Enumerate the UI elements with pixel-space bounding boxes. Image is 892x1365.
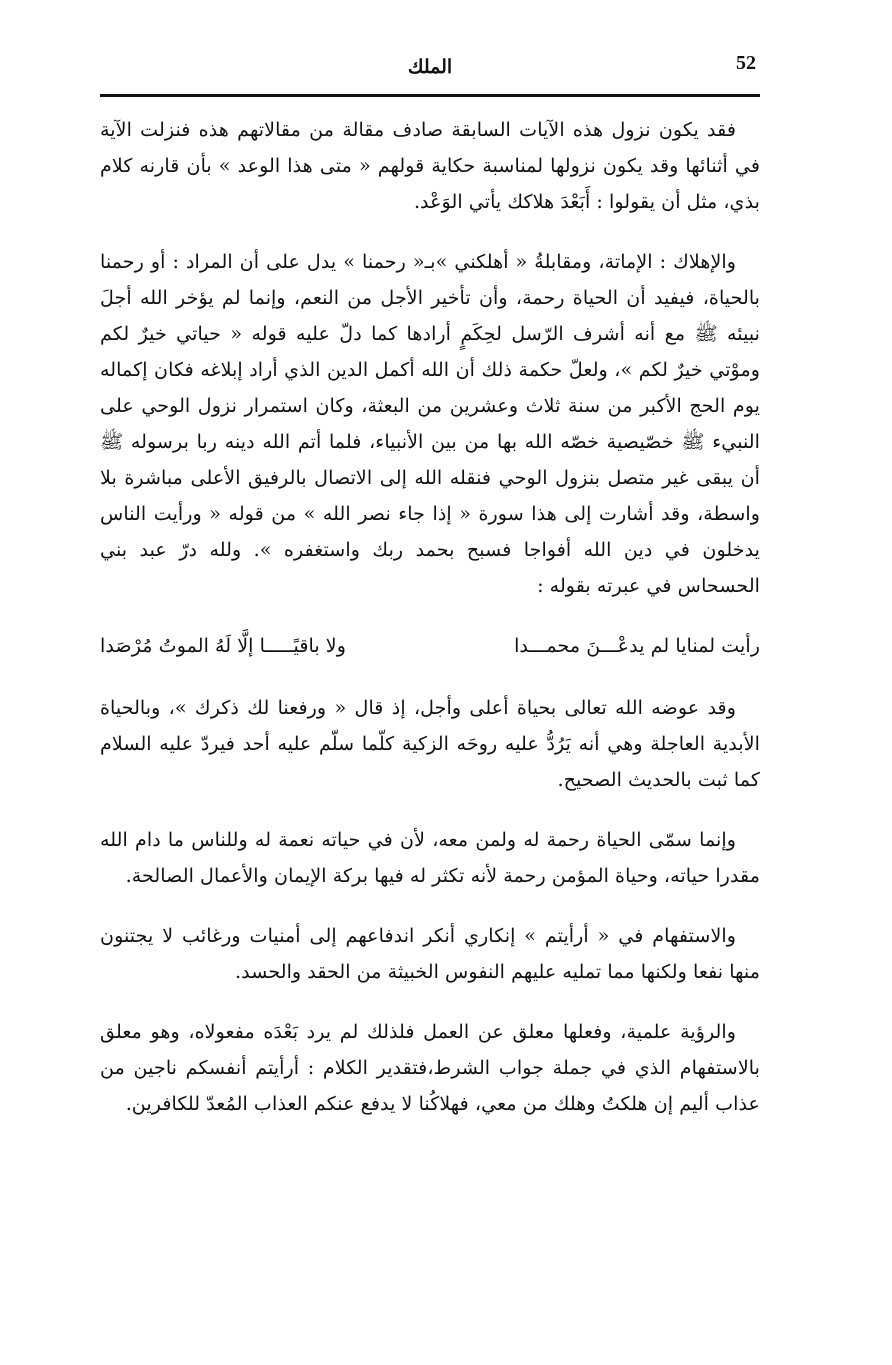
- paragraph: وإنما سمّى الحياة رحمة له ولمن معه، لأن في حياته نعمة له وللناس ما دام الله مقدرا حياته، وحياة المؤمن رحمة لأنه تكثر له فيها بركة الإيمان والأعمال الصالحة.: [100, 828, 760, 887]
- page-header: [100, 50, 760, 97]
- paragraph: وقد عوضه الله تعالى بحياة أعلى وأجل، إذ قال « ورفعنا لك ذكرك »، وبالحياة الأبدية العاجلة وهي أنه يَرُدُّ عليه روحَه الزكية كلّما سلّم عليه أحد فيردّ عليه السلام كما ثبت بالحديث الصحيح.: [100, 696, 760, 791]
- page-number: 52: [736, 52, 756, 74]
- poetry-verse: [100, 628, 760, 664]
- paragraph: فقد يكون نزول هذه الآيات السابقة صادف مقالة من مقالاتهم هذه فنزلت الآية في أثنائها وقد يكون نزولها لمناسبة حكاية قولهم « متى هذا الوعد » بأن قارنه كلام بذي، مثل أن يقولوا : أَبَعْدَ هلاكك يأتي الوَعْد.: [100, 118, 760, 213]
- verse-second-hemistich: ولا باقيًـــــا إلَّا لَهُ الموتُ مُرْصَدا: [100, 634, 347, 657]
- paragraph: والرؤية علمية، وفعلها معلق عن العمل فلذلك لم يرد بَعْدَه مفعولاه، وهو معلق بالاستفهام الذي في جملة جواب الشرط،فتقدير الكلام : أرأيتم أنفسكم ناجين من عذاب أليم إن هلكتُ وهلك من معي، فهلاكُنا لا يدفع عنكم العذاب المُعدّ للكافرين.: [100, 1020, 760, 1115]
- page-body: [100, 112, 760, 1146]
- running-title: الملك: [407, 56, 453, 78]
- paragraph: والإهلاك : الإماتة، ومقابلةُ « أهلكني »بـ« رحمنا » يدل على أن المراد : أو رحمنا بالحياة، فيفيد أن الحياة رحمة، وأن تأخير الأجل من النعم، وإنما لم يؤخر الله أجلَ نبيئه ﷺ مع أنه أشرف الرّسل لحِكَمٍ أرادها كما دلّ عليه قوله « حياتي خيرٌ لكم وموْتي خيرٌ لكم »، ولعلّ حكمة ذلك أن الله أكمل الدين الذي أراد إبلاغه فكان إكماله يوم الحج الأكبر من سنة ثلاث وعشرين من البعثة، وكان استمرار نزول الوحي على النبيء ﷺ خصّيصية خصّه الله بها من بين الأنبياء، فلما أتم الله دينه ربا برسوله ﷺ أن يبقى غير متصل بنزول الوحي فنقله الله إلى الاتصال بالرفيق الأعلى مباشرة بلا واسطة، وقد أشارت إلى هذا سورة « إذا جاء نصر الله » من قوله « ورأيت الناس يدخلون في دين الله أفواجا فسبح بحمد ربك واستغفره ». ولله درّ عبد بني الحسحاس في عبرته بقوله :: [100, 250, 760, 597]
- verse-first-hemistich: رأيت لمنايا لم يدعْـــنَ محمـــدا: [514, 634, 760, 657]
- paragraph: والاستفهام في « أرأيتم » إنكاري أنكر اندفاعهم إلى أمنيات ورغائب لا يجتنون منها نفعا ولكنها مما تمليه عليهم النفوس الخبيثة من الحقد والحسد.: [100, 924, 760, 983]
